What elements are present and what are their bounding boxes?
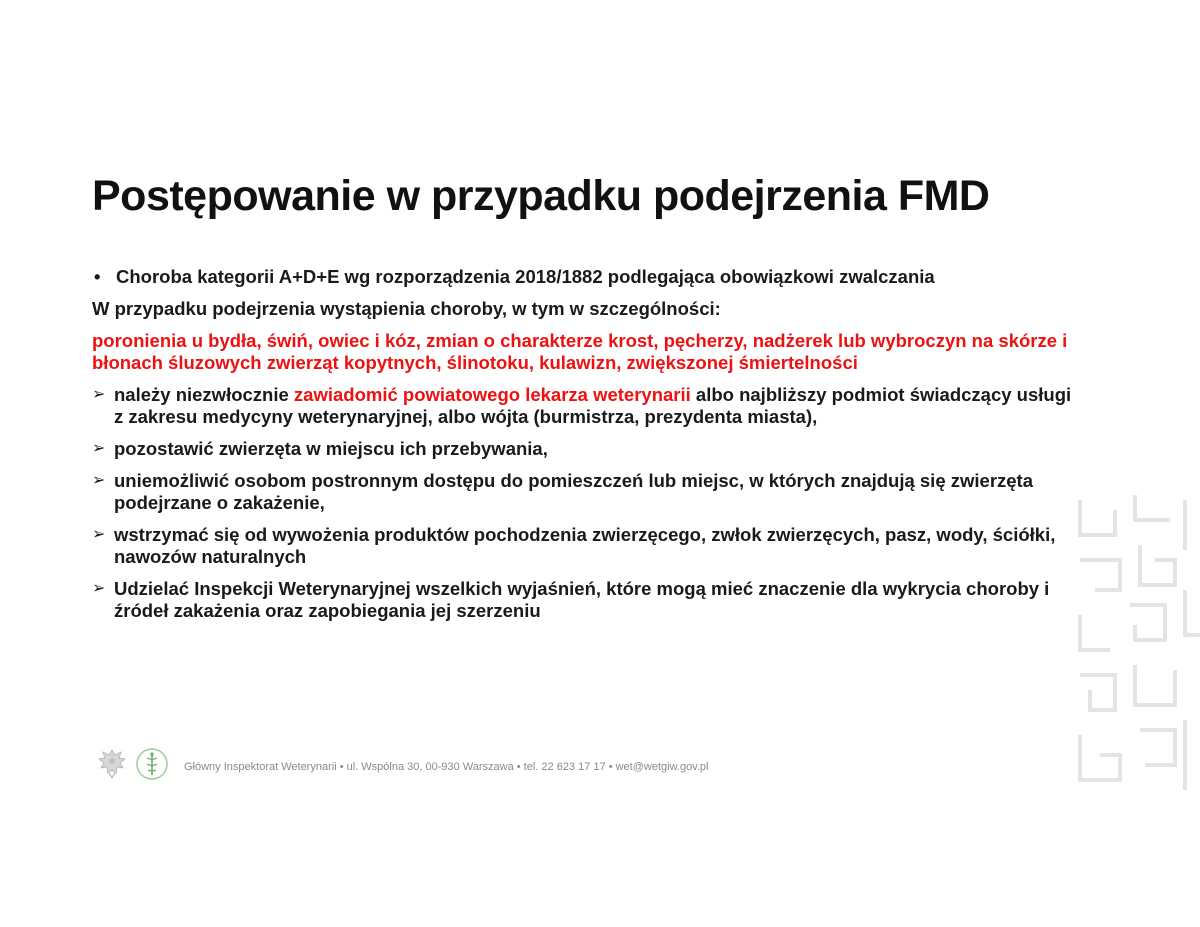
action-item — [92, 578, 1082, 622]
arrow-bullet-icon: ➢ — [92, 386, 106, 403]
decorative-pattern — [1075, 490, 1200, 800]
slide-content — [92, 266, 1082, 632]
action-item — [92, 470, 1082, 514]
eagle-emblem-icon — [94, 746, 130, 787]
action-text: uniemożliwić osobom postronnym dostępu do pomieszczeń lub miejsc, w których znajdują się zwierzęta podejrzane o zakażenie, — [114, 470, 1034, 513]
footer — [94, 746, 709, 787]
action-text: pozostawić zwierzęta w miejscu ich przebywania, — [114, 438, 548, 459]
action-suffix: albo najbliższy podmiot świadczący usługi z zakresu medycyny weterynaryjnej, albo wójta (burmistrza, prezydenta miasta), — [114, 384, 1072, 427]
arrow-bullet-icon: ➢ — [92, 440, 106, 457]
action-text: wstrzymać się od wywożenia produktów pochodzenia zwierzęcego, zwłok zwierzęcych, pasz, wody, ściółki, nawozów naturalnych — [114, 524, 1056, 567]
slide-title: Postępowanie w przypadku podejrzenia FMD — [92, 172, 990, 220]
arrow-bullet-icon: ➢ — [92, 580, 106, 597]
action-text — [114, 384, 1082, 428]
action-text: Udzielać Inspekcji Weterynaryjnej wszelkich wyjaśnień, które mogą mieć znaczenie dla wykrycia choroby i źródeł zakażenia oraz zapobiegania jej szerzeniu — [114, 578, 1050, 621]
arrow-bullet-icon: ➢ — [92, 472, 106, 489]
veterinary-caduceus-icon — [134, 746, 170, 787]
action-item — [92, 384, 1082, 428]
symptoms-paragraph: poronienia u bydła, świń, owiec i kóz, zmian o charakterze krost, pęcherzy, nadżerek lub wybroczyn na skórze i błonach śluzowych zwierząt kopytnych, ślinotoku, kulawizn, zwiększonej śmiertelności — [92, 330, 1068, 373]
action-item — [92, 524, 1082, 568]
action-highlight: zawiadomić powiatowego lekarza weterynarii — [293, 384, 691, 405]
action-prefix: należy niezwłocznie — [114, 384, 294, 405]
footer-contact-text: Główny Inspektorat Weterynarii • ul. Wspólna 30, 00-930 Warszawa • tel. 22 623 17 17 • wet@wetgiw.gov.pl — [184, 760, 709, 773]
footer-logos — [94, 746, 170, 787]
intro-bullet-text: Choroba kategorii A+D+E wg rozporządzenia 2018/1882 podlegająca obowiązkowi zwalczania — [116, 266, 935, 287]
arrow-bullet-icon: ➢ — [92, 526, 106, 543]
bullet-dot-icon: • — [94, 266, 101, 287]
intro-paragraph: W przypadku podejrzenia wystąpienia choroby, w tym w szczególności: — [92, 298, 721, 319]
action-item — [92, 438, 1082, 460]
intro-bullet — [94, 266, 1082, 288]
